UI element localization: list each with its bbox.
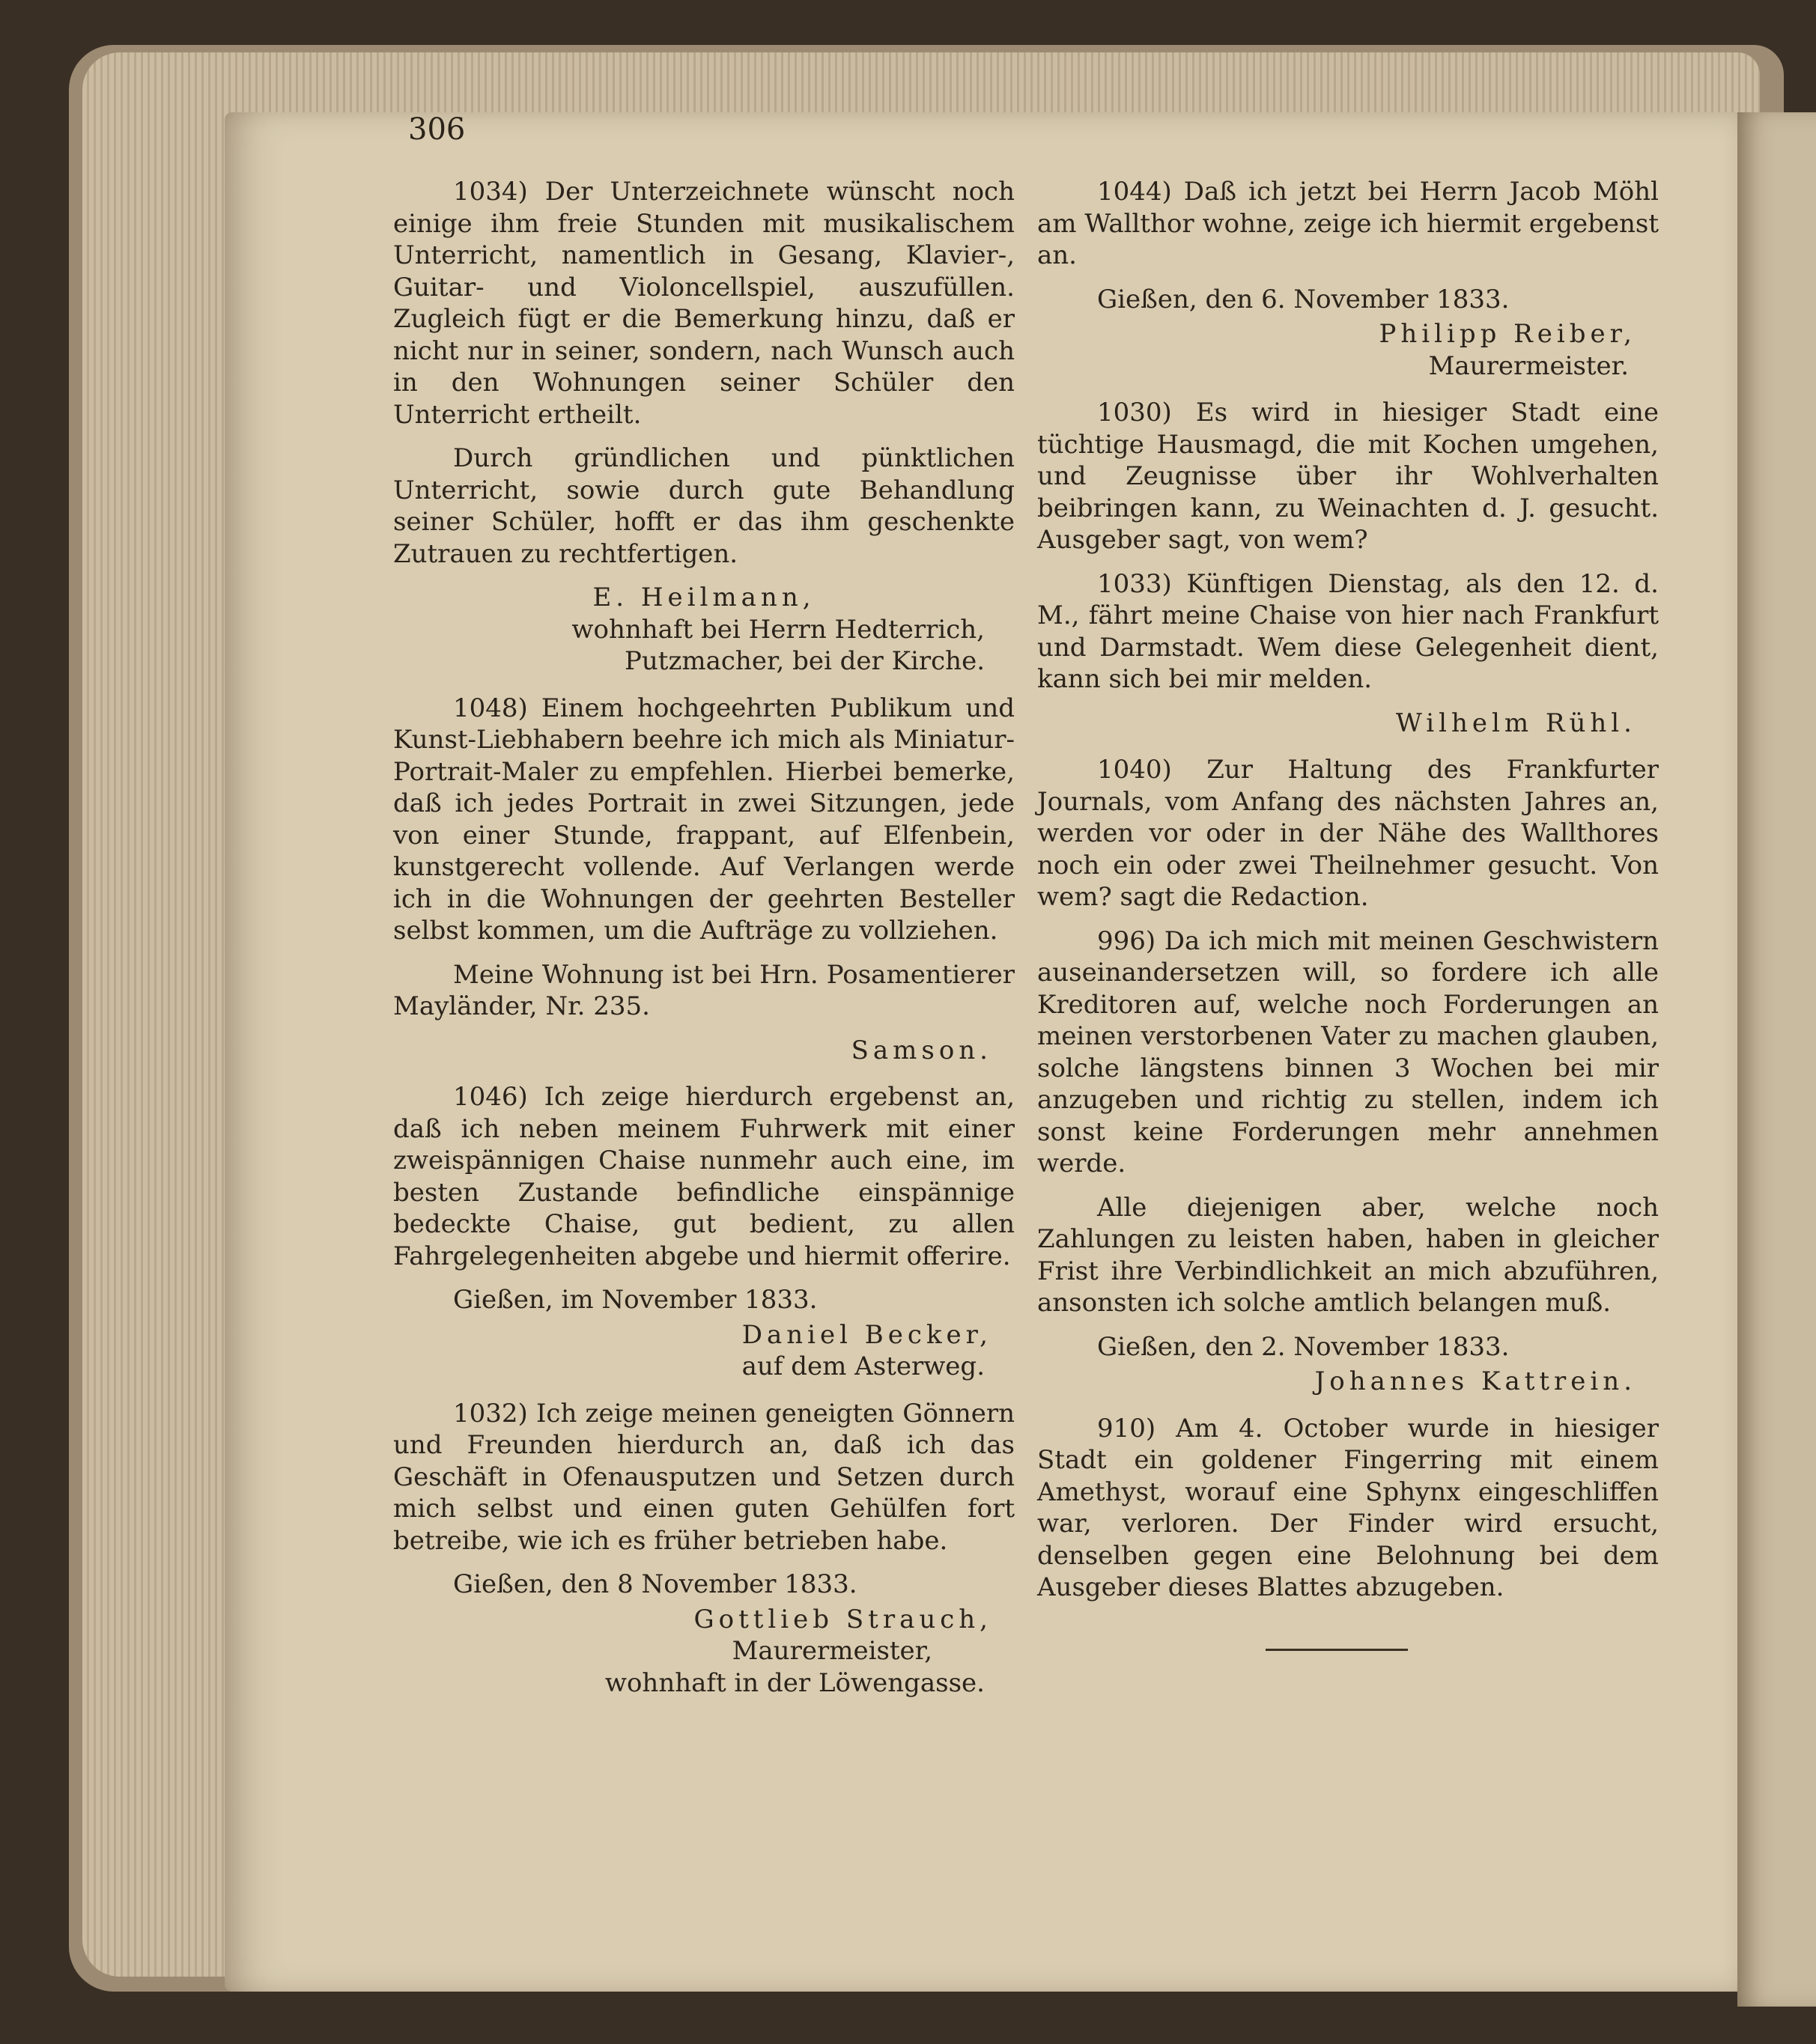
ad-1034-address-2: Putzmacher, bei der Kirche.	[625, 646, 985, 676]
ad-1048	[393, 693, 1015, 1067]
ad-1048-text-2: Meine Wohnung ist bei Hrn. Posamentierer Mayländer, Nr. 235.	[393, 959, 1015, 1021]
page-number: 306	[408, 112, 466, 147]
ad-996-signature: Johannes Kattrein.	[1314, 1366, 1636, 1396]
ad-1033-text: 1033) Künftigen Dienstag, als den 12. d. M., fährt meine Chaise von hier nach Frankfurt und Darmstadt. Wem diese Gelegenheit dient, kann sich bei mir melden.	[1037, 568, 1659, 694]
ad-996-text-2: Alle diejenigen aber, welche noch Zahlungen zu leisten haben, haben in gleicher Frist ihre Verbindlichkeit an mich abzuführen, ansonsten ich solche amtlich belangen muß.	[1037, 1192, 1659, 1318]
ad-1046-address: auf dem Asterweg.	[741, 1351, 985, 1381]
ad-1048-text: 1048) Einem hochgeehrten Publikum und Kunst-Liebhabern beehre ich mich als Miniatur-Portrait-Maler zu empfehlen. Hierbei bemerke, daß ich jedes Portrait in zwei Sitzungen, jede von einer Stunde, frappant, auf Elfenbein, kunstgerecht vollende. Auf Verlangen werde ich in die Wohnungen der geehrten Besteller selbst kommen, um die Aufträge zu vollziehen.	[393, 693, 1015, 946]
ad-1034-text-2: Durch gründlichen und pünktlichen Unterricht, sowie durch gute Behandlung seiner Schüler, hofft er das ihm geschenkte Zutrauen zu rechtfertigen.	[393, 443, 1015, 569]
ad-1046-text: 1046) Ich zeige hierdurch ergebenst an, daß ich neben meinem Fuhrwerk mit einer zweispännigen Chaise nunmehr auch eine, im besten Zustande befindliche einspännige bedeckte Chaise, gut bedient, zu allen Fahrgelegenheiten abgebe und hiermit offerire.	[393, 1082, 1015, 1271]
ad-1034-signature: E. Heilmann,	[592, 583, 816, 612]
ad-1034-address-1: wohnhaft bei Herrn Hedterrich,	[571, 614, 985, 645]
ad-1048-signature: Samson.	[851, 1035, 992, 1065]
ad-1034	[393, 176, 1015, 678]
ad-996-place-date: Gießen, den 2. November 1833.	[1097, 1331, 1510, 1362]
ad-1032	[393, 1398, 1015, 1700]
facing-page-edge	[1737, 112, 1816, 2007]
ad-996-text: 996) Da ich mich mit meinen Geschwistern auseinandersetzen will, so fordere ich alle Kreditoren auf, welche noch Forderungen an meinen verstorbenen Vater zu machen glauben, solche längstens binnen 3 Wochen bei mir anzugeben und richtig zu stellen, indem ich sonst keine Forderungen mehr annehmen werde.	[1037, 925, 1659, 1178]
ad-1046-signature: Daniel Becker,	[741, 1319, 992, 1350]
ad-910	[1037, 1413, 1659, 1604]
ad-1044-text: 1044) Daß ich jetzt bei Herrn Jacob Möhl am Wallthor wohne, zeige ich hiermit ergebenst an.	[1037, 177, 1659, 270]
ad-1032-place-date: Gießen, den 8 November 1833.	[453, 1569, 857, 1599]
section-divider	[1266, 1649, 1408, 1651]
ad-1030-text: 1030) Es wird in hiesiger Stadt eine tüchtige Hausmagd, die mit Kochen umgehen, und Zeugnisse über ihr Wohlverhalten beibringen kann, zu Weinachten d. J. gesucht. Ausgeber sagt, von wem?	[1037, 398, 1659, 555]
ad-1032-signature: Gottlieb Strauch,	[693, 1604, 992, 1634]
left-column	[393, 176, 1015, 1699]
ad-1046	[393, 1081, 1015, 1383]
ad-1030	[1037, 397, 1659, 556]
ad-1044-place-date: Gießen, den 6. November 1833.	[1097, 284, 1510, 314]
ad-1032-text: 1032) Ich zeige meinen geneigten Gönnern und Freunden hierdurch an, daß ich das Geschäft in Ofenausputzen und Setzen durch mich selbst und einen guten Gehülfen fort betreibe, wie ich es früher betrieben habe.	[393, 1398, 1015, 1556]
ad-1046-place-date: Gießen, im November 1833.	[453, 1285, 818, 1315]
ad-1034-text: 1034) Der Unterzeichnete wünscht noch einige ihm freie Stunden mit musikalischem Unterricht, namentlich in Gesang, Klavier-, Guitar- und Violoncellspiel, auszufüllen. Zugleich fügt er die Bemerkung hinzu, daß er nicht nur in seiner, sondern, nach Wunsch auch in den Wohnungen seiner Schüler den Unterricht ertheilt.	[393, 177, 1015, 430]
ad-1044	[1037, 176, 1659, 382]
ad-1033-signature: Wilhelm Rühl.	[1395, 708, 1636, 738]
ad-1044-signature: Philipp Reiber,	[1379, 319, 1636, 349]
ad-910-text: 910) Am 4. October wurde in hiesiger Stadt ein goldener Fingerring mit einem Amethyst, worauf eine Sphynx eingeschliffen war, verloren. Der Finder wird ersucht, denselben gegen eine Belohnung bei dem Ausgeber dieses Blattes abzugeben.	[1037, 1413, 1659, 1602]
ad-996	[1037, 925, 1659, 1398]
ad-1044-title: Maurermeister.	[1428, 350, 1629, 381]
right-column	[1037, 176, 1659, 1651]
ad-1032-address: wohnhaft in der Löwengasse.	[604, 1667, 985, 1698]
ad-1033	[1037, 568, 1659, 740]
ad-1032-title: Maurermeister,	[732, 1636, 932, 1666]
ad-1040	[1037, 754, 1659, 913]
ad-1040-text: 1040) Zur Haltung des Frankfurter Journals, vom Anfang des nächsten Jahres an, werden vor oder in der Nähe des Wallthores noch ein oder zwei Theilnehmer gesucht. Von wem? sagt die Redaction.	[1037, 755, 1659, 912]
